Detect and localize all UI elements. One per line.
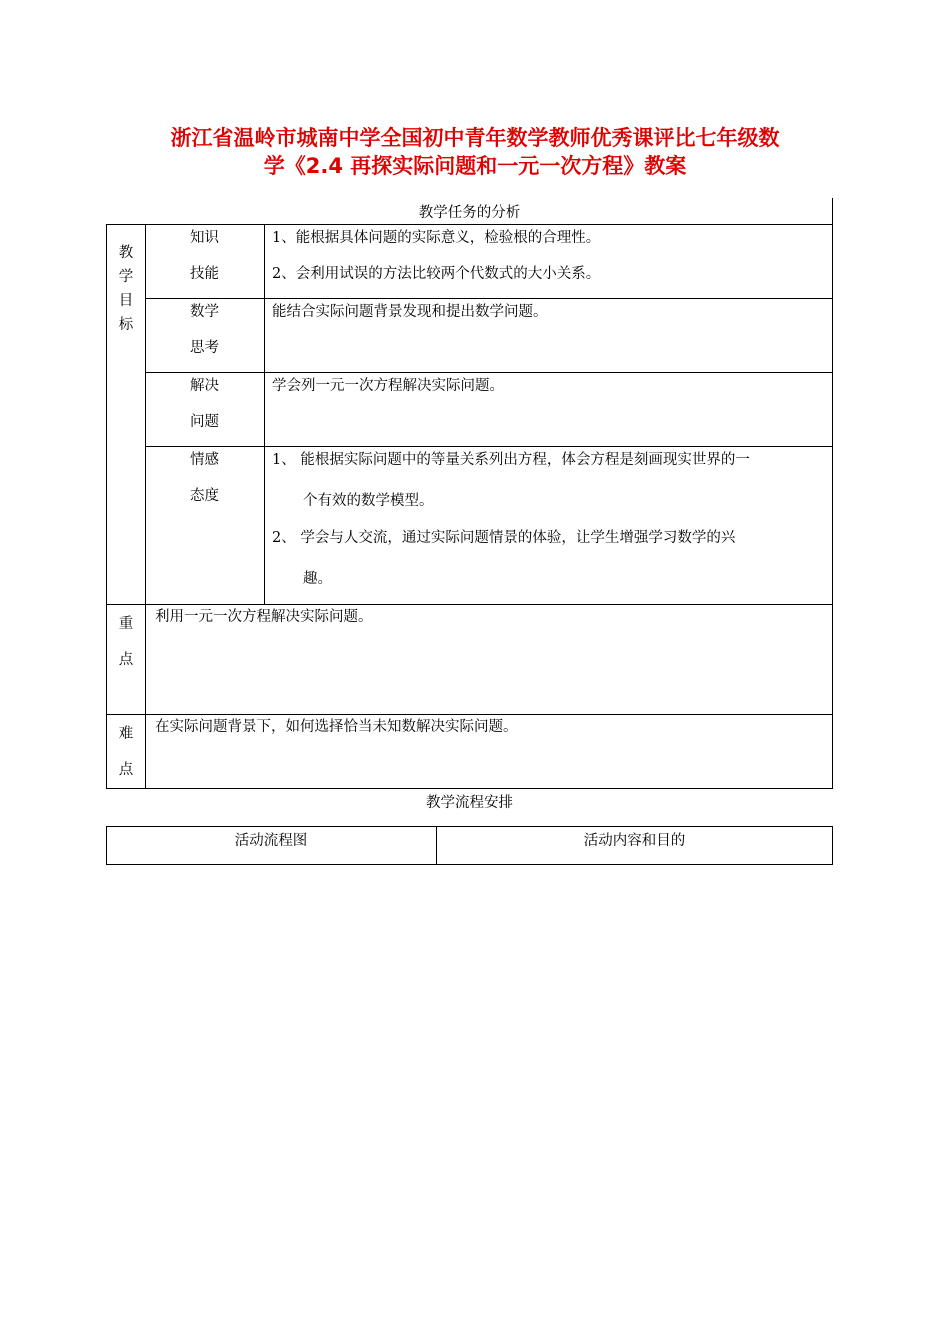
- goal-char: 标: [118, 317, 134, 333]
- row-label-problem: 问题: [190, 414, 219, 430]
- knowledge-content-1: 1、能根据具体问题的实际意义，检验根的合理性。: [272, 230, 601, 246]
- row-label-emotion: 情感: [190, 452, 219, 468]
- math-thinking-content: 能结合实际问题背景发现和提出数学问题。: [272, 304, 548, 320]
- key-point-char: 重: [118, 616, 134, 632]
- attitude-content-1: 1、 能根据实际问题中的等量关系列出方程，体会方程是刻画现实世界的一: [272, 452, 750, 468]
- row-label-thinking: 思考: [190, 340, 219, 356]
- key-point-char: 点: [118, 652, 134, 668]
- row-label-solve: 解决: [190, 378, 219, 394]
- goal-char: 学: [118, 269, 134, 285]
- document-title-line-1: 浙江省温岭市城南中学全国初中青年数学教师优秀课评比七年级数: [170, 126, 780, 150]
- row-label-math: 数学: [190, 304, 219, 320]
- difficulty-content: 在实际问题背景下，如何选择恰当未知数解决实际问题。: [155, 719, 518, 735]
- flow-column-chart: 活动流程图: [234, 833, 308, 849]
- attitude-content-3: 2、 学会与人交流，通过实际问题情景的体验，让学生增强学习数学的兴: [272, 530, 736, 546]
- flow-heading: 教学流程安排: [426, 795, 513, 811]
- row-label-skill: 技能: [190, 266, 219, 282]
- goal-char: 目: [118, 293, 134, 309]
- difficulty-char: 难: [118, 726, 134, 742]
- row-label-attitude: 态度: [190, 488, 219, 504]
- knowledge-content-2: 2、会利用试误的方法比较两个代数式的大小关系。: [272, 266, 601, 282]
- key-point-content: 利用一元一次方程解决实际问题。: [155, 609, 373, 625]
- attitude-content-4: 趣。: [303, 571, 332, 587]
- difficulty-char: 点: [118, 762, 134, 778]
- difficulty-label: [106, 716, 146, 788]
- problem-solving-content: 学会列一元一次方程解决实际问题。: [272, 378, 504, 394]
- attitude-content-2: 个有效的数学模型。: [303, 493, 434, 509]
- flow-column-content: 活动内容和目的: [583, 833, 686, 849]
- document-title-line-2: 学《2.4 再探实际问题和一元一次方程》教案: [263, 154, 687, 178]
- row-label-knowledge: 知识: [190, 230, 219, 246]
- goal-char: 教: [118, 245, 134, 261]
- teaching-goal-label: [106, 241, 146, 337]
- key-point-label: [106, 606, 146, 678]
- task-analysis-heading: 教学任务的分析: [418, 205, 521, 221]
